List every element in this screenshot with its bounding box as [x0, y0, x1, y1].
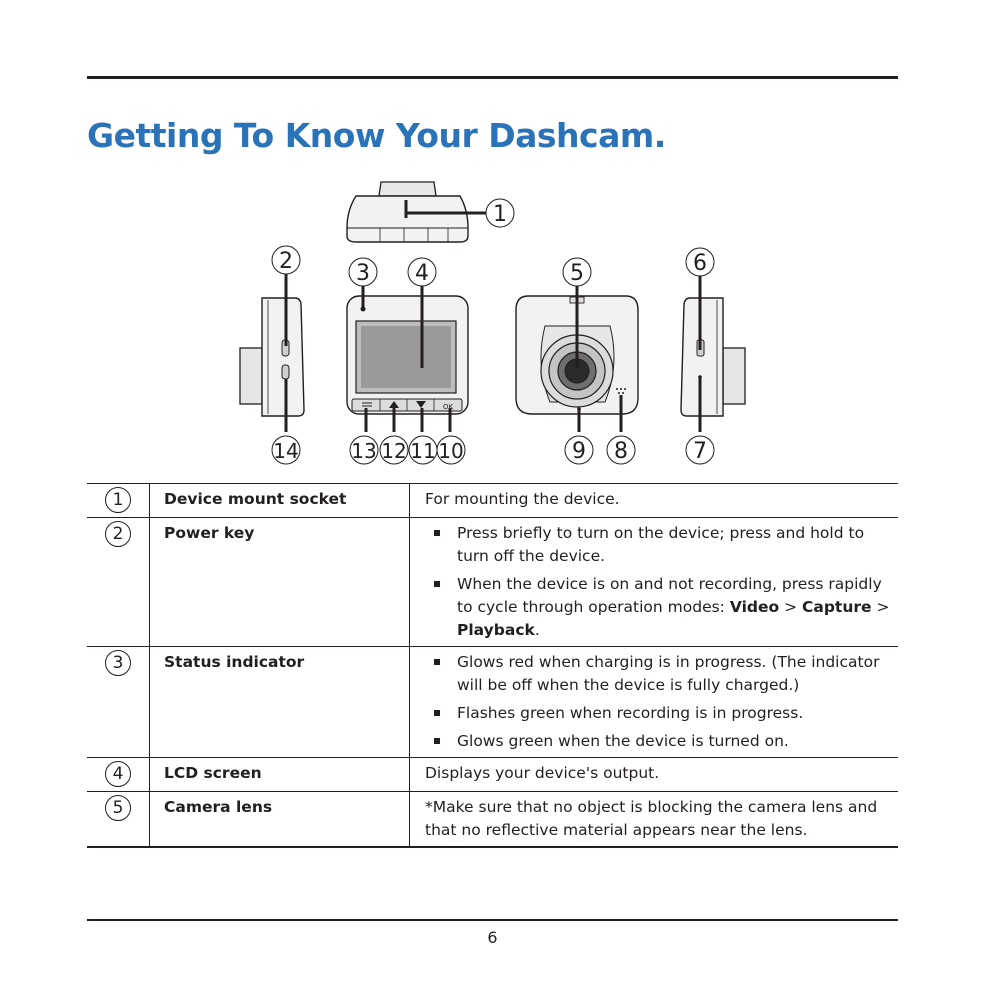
part-description: Displays your device's output.	[410, 758, 899, 792]
callout-13: 13	[351, 439, 377, 463]
bullet-list	[425, 651, 892, 753]
top-rule	[87, 76, 898, 79]
callout-14: 14	[273, 439, 299, 463]
page-title: Getting To Know Your Dashcam.	[87, 116, 666, 155]
mode-playback: Playback	[457, 621, 535, 639]
right-side-illustration	[681, 272, 745, 432]
callout-9: 9	[572, 439, 586, 464]
callout-6: 6	[693, 251, 707, 276]
row-number: 4	[105, 761, 131, 787]
callout-10: 10	[438, 439, 464, 463]
table-row	[87, 758, 898, 792]
row-number: 3	[105, 650, 131, 676]
part-name: Device mount socket	[150, 484, 410, 518]
table-row	[87, 484, 898, 518]
part-name: Status indicator	[150, 647, 410, 758]
part-name: Camera lens	[150, 792, 410, 848]
left-side-illustration	[240, 272, 304, 432]
front-view-illustration	[347, 276, 468, 432]
row-number: 1	[105, 487, 131, 513]
row-number: 5	[105, 795, 131, 821]
part-name: Power key	[150, 518, 410, 647]
parts-table	[87, 483, 898, 848]
list-item: Glows green when the device is turned on.	[425, 730, 892, 753]
page-number: 6	[487, 928, 498, 947]
callout-12: 12	[381, 439, 407, 463]
list-item: Glows red when charging is in progress. (The indicator will be off when the device is fully charged.)	[425, 651, 892, 697]
dashcam-diagram	[0, 170, 985, 470]
mode-video: Video	[729, 598, 780, 616]
part-name: LCD screen	[150, 758, 410, 792]
mode-capture: Capture	[801, 598, 872, 616]
bullet-list	[425, 522, 892, 642]
list-item: When the device is on and not recording, press rapidly to cycle through operation modes: Video > Capture > Playback.	[425, 573, 892, 642]
callout-8: 8	[614, 439, 628, 464]
top-view-illustration	[347, 182, 486, 242]
back-view-illustration	[516, 276, 638, 432]
list-item: Flashes green when recording is in progress.	[425, 702, 892, 725]
bottom-rule	[87, 919, 898, 921]
callout-2: 2	[279, 249, 293, 274]
callout-5: 5	[570, 261, 584, 286]
table-row	[87, 792, 898, 848]
callout-1: 1	[493, 202, 507, 227]
table-row	[87, 647, 898, 758]
part-description: For mounting the device.	[410, 484, 899, 518]
row-number: 2	[105, 521, 131, 547]
callout-4: 4	[415, 261, 429, 286]
list-item: Press briefly to turn on the device; press and hold to turn off the device.	[425, 522, 892, 568]
part-description: *Make sure that no object is blocking the camera lens and that no reflective material appears near the lens.	[410, 792, 899, 848]
callout-3: 3	[356, 261, 370, 286]
table-row	[87, 518, 898, 647]
callout-7: 7	[693, 439, 707, 464]
callout-11: 11	[410, 439, 436, 463]
ok-button-label: OK	[442, 403, 454, 411]
